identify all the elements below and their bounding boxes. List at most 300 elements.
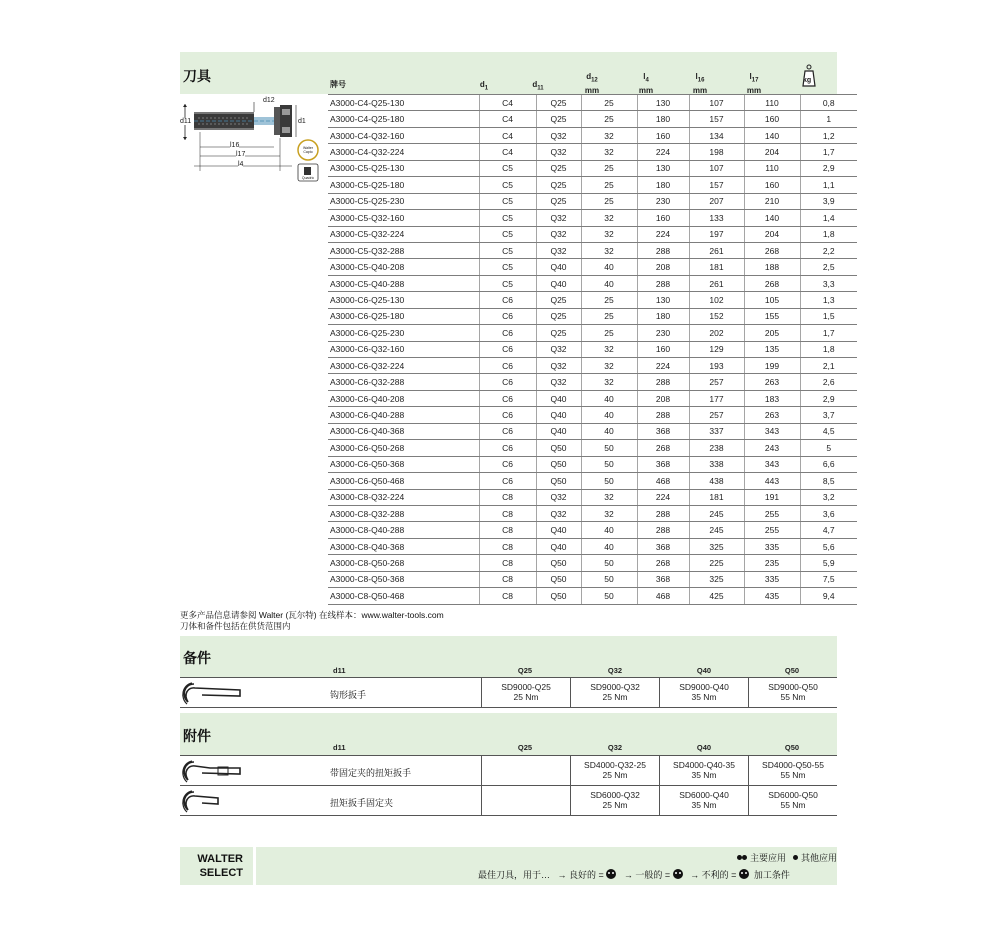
tools-table-cell: 224 [637,358,689,374]
tools-table-cell: 0,8 [800,95,857,111]
tools-table-cell: 337 [689,423,744,439]
tools-table-cell: 425 [689,588,744,604]
tools-table-cell: 2,9 [800,390,857,406]
tools-table-cell: 50 [581,571,637,587]
col-head-d11: $d_{11}$ [532,80,544,92]
tools-table-cell: 197 [689,226,744,242]
tools-table-cell: 193 [689,358,744,374]
acc-label-torque-wrench: 带固定夹的扭矩扳手 [330,768,412,778]
tools-table-cell: 368 [637,456,689,472]
tools-table-row [328,522,857,538]
tools-table-cell: 208 [637,390,689,406]
tools-table-cell: A3000-C6-Q40-288 [328,407,479,423]
tools-table-cell: 325 [689,571,744,587]
tools-table-cell: 32 [581,341,637,357]
tools-table-cell: A3000-C8-Q40-288 [328,522,479,538]
tools-table-cell: Q25 [536,177,581,193]
tools-table-cell: 210 [744,193,800,209]
tools-table-cell: Q25 [536,160,581,176]
acc-torque-cell-q50: SD4000-Q50-55 55 Nm [748,756,837,786]
d11-label: d11 [180,118,192,125]
quadric-badge: Quadric [301,176,315,180]
tools-table-cell: 40 [581,407,637,423]
tools-table-cell: Q40 [536,522,581,538]
tool-diagram [180,96,326,186]
tools-table-cell: C8 [479,489,536,505]
hook-wrench-icon [180,678,244,709]
tools-table-cell: C6 [479,292,536,308]
tools-table-cell: C6 [479,390,536,406]
tools-table-cell: C5 [479,275,536,291]
tools-table-cell: 134 [689,127,744,143]
tools-table-cell: 2,6 [800,374,857,390]
tools-table-cell: C4 [479,144,536,160]
footer-conditions: 最佳刀具，用于… → 良好的 = → 一般的 = → 不利的 = 加工条件 [478,870,790,880]
tools-table-cell: C8 [479,588,536,604]
acc-label-wrench-clamp: 扭矩扳手固定夹 [330,798,394,808]
tools-table-cell: 6,6 [800,456,857,472]
tools-table-row [328,571,857,587]
tools-table-cell: C5 [479,259,536,275]
acc-col-q50: Q50 [784,743,800,752]
tools-table-cell: A3000-C5-Q32-224 [328,226,479,242]
tools-table-cell: Q50 [536,571,581,587]
tools-table-cell: C5 [479,210,536,226]
tools-table-cell: 1 [800,111,857,127]
acc-clamp-cell-q25 [481,786,570,815]
tools-table-cell: 243 [744,440,800,456]
normal-face-icon [673,869,683,879]
tools-table-cell: 157 [689,177,744,193]
tools-table-row [328,407,857,423]
acc-row-wrench-clamp [180,786,837,816]
tools-table-cell: 130 [637,292,689,308]
tools-table-cell: 9,4 [800,588,857,604]
tools-table-cell: 235 [744,555,800,571]
spare-col-q50: Q50 [784,666,800,675]
tools-table-cell: Q50 [536,440,581,456]
d1-label: d1 [298,118,306,125]
tools-table-cell: C5 [479,226,536,242]
tools-header-band [180,52,837,94]
tools-table-row [328,390,857,406]
tools-table-cell: 224 [637,226,689,242]
tools-table-cell: 468 [637,473,689,489]
tools-table-cell: 32 [581,374,637,390]
tools-table-cell: Q32 [536,358,581,374]
tools-table-cell: 2,2 [800,242,857,258]
tools-table-cell: 3,3 [800,275,857,291]
tools-table-row [328,177,857,193]
tools-table-cell: A3000-C6-Q25-130 [328,292,479,308]
tools-table-cell: 205 [744,325,800,341]
tools-table-cell: 255 [744,505,800,521]
tools-table-cell: 468 [637,588,689,604]
tools-table-cell: 40 [581,522,637,538]
tools-table-cell: A3000-C8-Q32-224 [328,489,479,505]
tools-table-cell: 3,6 [800,505,857,521]
tools-table-cell: 40 [581,390,637,406]
tools-table-cell: Q32 [536,210,581,226]
tools-table-cell: 224 [637,489,689,505]
tools-table-cell: 140 [744,210,800,226]
tools-table-cell: 4,5 [800,423,857,439]
tools-table-cell: 261 [689,275,744,291]
spare-label-hook-wrench: 钩形扳手 [330,690,367,700]
tools-table-cell: Q40 [536,423,581,439]
tools-table-row [328,505,857,521]
acc-torque-cell-q40: SD4000-Q40-35 35 Nm [659,756,748,786]
tools-table-row [328,588,857,604]
tools-table-cell: Q40 [536,275,581,291]
tools-table-cell: Q32 [536,489,581,505]
tools-table-cell: 188 [744,259,800,275]
tools-table-cell: A3000-C5-Q25-230 [328,193,479,209]
acc-clamp-cell-q50: SD6000-Q50 55 Nm [748,786,837,815]
tools-table-cell: 2,9 [800,160,857,176]
tools-table-cell: A3000-C6-Q50-268 [328,440,479,456]
tools-table-cell: A3000-C6-Q32-160 [328,341,479,357]
tools-table-cell: A3000-C5-Q32-288 [328,242,479,258]
tools-table-cell: 152 [689,308,744,324]
tools-table-cell: Q40 [536,538,581,554]
tools-table-cell: C6 [479,423,536,439]
tools-table-cell: 435 [744,588,800,604]
tools-table-cell: 180 [637,177,689,193]
tools-table-row [328,193,857,209]
tools-table-cell: 288 [637,242,689,258]
tools-table-cell: 443 [744,473,800,489]
col-head-d1: $d_1$ [479,80,489,92]
tools-table-cell: Q32 [536,144,581,160]
tools-table-cell: 155 [744,308,800,324]
tools-table-cell: 160 [744,111,800,127]
tools-table-cell: 40 [581,275,637,291]
tools-table-cell: A3000-C8-Q50-468 [328,588,479,604]
tools-table-cell: Q50 [536,588,581,604]
col-head-l17: $l_{17}$ mm [746,72,762,95]
tools-table-cell: C5 [479,160,536,176]
tools-table-cell: A3000-C6-Q40-368 [328,423,479,439]
tools-table-cell: 160 [744,177,800,193]
note-scope-of-delivery: 刀体和备件包括在供货范围内 [180,621,291,631]
tools-table-cell: 245 [689,522,744,538]
spare-parts-title: 备件 [183,650,211,666]
tools-table-cell: 225 [689,555,744,571]
tools-table-cell: C8 [479,555,536,571]
tools-table-cell: 1,2 [800,127,857,143]
tools-table-cell: A3000-C5-Q25-130 [328,160,479,176]
tools-table-cell: 133 [689,210,744,226]
tools-table-cell: A3000-C6-Q50-368 [328,456,479,472]
tools-table-cell: 7,5 [800,571,857,587]
tools-table-cell: 5,9 [800,555,857,571]
tools-table-cell: C6 [479,374,536,390]
tools-table-row [328,127,857,143]
tools-table-cell: 160 [637,341,689,357]
acc-clamp-cell-q40: SD6000-Q40 35 Nm [659,786,748,815]
tools-table-cell: A3000-C5-Q32-160 [328,210,479,226]
tools-table-cell: 160 [637,210,689,226]
tools-table-cell: 5,6 [800,538,857,554]
tools-table-cell: A3000-C4-Q25-130 [328,95,479,111]
tools-table-cell: Q32 [536,242,581,258]
tools-table-cell: 207 [689,193,744,209]
tools-table-cell: 257 [689,374,744,390]
tools-table-cell: A3000-C6-Q50-468 [328,473,479,489]
tools-table-cell: Q25 [536,111,581,127]
tools-table-row [328,374,857,390]
tools-table-cell: Q50 [536,555,581,571]
tools-table-cell: 268 [637,555,689,571]
tools-table-row [328,489,857,505]
tools-table-cell: 50 [581,555,637,571]
tools-table-cell: 2,1 [800,358,857,374]
weight-icon: kg [800,64,818,90]
tools-table-cell: A3000-C5-Q40-208 [328,259,479,275]
tools-table-cell: 1,4 [800,210,857,226]
tools-table-cell: 25 [581,292,637,308]
tools-table-row [328,226,857,242]
tools-table-cell: 181 [689,489,744,505]
tools-table-row [328,456,857,472]
tools-table-cell: C8 [479,505,536,521]
tools-table-cell: C6 [479,341,536,357]
tools-table-cell: C4 [479,127,536,143]
tools-table-cell: Q25 [536,308,581,324]
tools-table-cell: 50 [581,456,637,472]
spare-cell-q25: SD9000-Q25 25 Nm [481,678,570,708]
tools-table-cell: 288 [637,522,689,538]
tools-table-cell: Q32 [536,505,581,521]
tools-table-cell: Q32 [536,127,581,143]
tools-table-cell: 140 [744,127,800,143]
tools-table-cell: 32 [581,226,637,242]
tools-table-row [328,210,857,226]
tools-table-cell: A3000-C6-Q25-230 [328,325,479,341]
note-online-catalog: 更多产品信息请参阅 Walter (瓦尔特) 在线样本：www.walter-tools.com [180,610,444,620]
tools-table-cell: 3,2 [800,489,857,505]
tools-table-row [328,95,857,111]
tools-table-cell: Q25 [536,95,581,111]
tools-table-cell: 177 [689,390,744,406]
tools-table-cell: 230 [637,325,689,341]
tools-table-cell: 50 [581,440,637,456]
tools-table-cell: A3000-C8-Q50-268 [328,555,479,571]
tools-table-row [328,555,857,571]
spare-cell-q32: SD9000-Q32 25 Nm [570,678,659,708]
col-head-code: 牌号 [330,80,346,89]
tools-table-cell: A3000-C4-Q32-224 [328,144,479,160]
acc-col-q40: Q40 [696,743,712,752]
tools-table-cell: 135 [744,341,800,357]
tools-table-cell: 268 [744,242,800,258]
tools-table-cell: C6 [479,440,536,456]
col-head-l16: $l_{16}$ mm [692,72,708,95]
tools-table-cell: 204 [744,144,800,160]
d12-label: d12 [263,97,275,104]
tools-table-cell: 32 [581,127,637,143]
tools-table-cell: 40 [581,259,637,275]
tools-table-cell: C4 [479,111,536,127]
tools-table-cell: 3,7 [800,407,857,423]
tools-table-cell: 288 [637,407,689,423]
tools-table-cell: C8 [479,522,536,538]
tools-table-cell: 343 [744,456,800,472]
tools-table-cell: C8 [479,538,536,554]
spare-cell-q50: SD9000-Q50 55 Nm [748,678,837,708]
tools-table-row [328,341,857,357]
acc-torque-cell-q32: SD4000-Q32-25 25 Nm [570,756,659,786]
tools-table-cell: 199 [744,358,800,374]
tools-table-cell: 1,7 [800,144,857,160]
tools-table-cell: 1,8 [800,226,857,242]
tools-table-cell: 25 [581,325,637,341]
tools-table-cell: 102 [689,292,744,308]
tools-table-cell: Q32 [536,226,581,242]
tools-table-cell: 202 [689,325,744,341]
tools-table-row [328,242,857,258]
tools-table-cell: 25 [581,193,637,209]
tools-table-cell: 180 [637,308,689,324]
tools-table-cell: 32 [581,144,637,160]
tools-table-cell: 255 [744,522,800,538]
tools-table-cell: 50 [581,473,637,489]
tools-table-cell: 181 [689,259,744,275]
tools-table-cell: C5 [479,193,536,209]
tools-table-cell: 5 [800,440,857,456]
tools-table-cell: Q25 [536,292,581,308]
tools-table-cell: C4 [479,95,536,111]
l16-label: l16 [230,142,240,149]
tools-table-cell: 105 [744,292,800,308]
dot-icon [742,855,747,860]
tools-table-row [328,308,857,324]
tools-table-cell: 288 [637,275,689,291]
wrench-clamp-icon [180,786,244,816]
tools-table-cell: Q50 [536,456,581,472]
tools-table-cell: 261 [689,242,744,258]
tools-table-cell: A3000-C8-Q50-368 [328,571,479,587]
tools-table-cell: Q50 [536,473,581,489]
tools-table-cell: 288 [637,505,689,521]
tools-table-cell: C6 [479,456,536,472]
acc-torque-cell-q25 [481,756,570,786]
tools-table-row [328,160,857,176]
tools-table-cell: 325 [689,538,744,554]
tools-table-row [328,275,857,291]
tools-table-cell: 4,7 [800,522,857,538]
tools-table-row [328,144,857,160]
tools-table-cell: 107 [689,95,744,111]
l17-label: l17 [236,151,246,158]
tools-table-cell: 335 [744,538,800,554]
tools-table-cell: A3000-C6-Q32-224 [328,358,479,374]
tools-table-cell: C6 [479,358,536,374]
spare-col-q40: Q40 [696,666,712,675]
tools-table-row [328,292,857,308]
acc-col-q25: Q25 [517,743,533,752]
accessories-title: 附件 [183,728,211,744]
tools-table-cell: 1,1 [800,177,857,193]
tools-table-cell: Q40 [536,259,581,275]
tools-table-cell: 268 [637,440,689,456]
tools-table-cell: A3000-C6-Q32-288 [328,374,479,390]
tools-table-cell: 110 [744,160,800,176]
tools-table-cell: 204 [744,226,800,242]
tools-table-cell: 130 [637,95,689,111]
tools-table-cell: C5 [479,242,536,258]
tools-table-row [328,473,857,489]
tools-table-cell: C6 [479,473,536,489]
tools-table-row [328,325,857,341]
tools-table-cell: 8,5 [800,473,857,489]
tools-table-cell: A3000-C4-Q25-180 [328,111,479,127]
col-head-l4: $l_4$ mm [638,72,654,95]
acc-row-torque-wrench [180,755,837,786]
col-head-d12: $d_{12}$ mm [584,72,600,95]
tools-table-cell: 268 [744,275,800,291]
tools-table-row [328,259,857,275]
tools-table-cell: 25 [581,177,637,193]
tools-table-cell: 25 [581,160,637,176]
tools-table-cell: A3000-C8-Q40-368 [328,538,479,554]
tools-table-row [328,440,857,456]
tools-table-cell: 288 [637,374,689,390]
tools-table-cell: A3000-C4-Q32-160 [328,127,479,143]
tools-table-row [328,358,857,374]
spare-cell-q40: SD9000-Q40 35 Nm [659,678,748,708]
tools-table-cell: Q32 [536,341,581,357]
tools-table-row [328,423,857,439]
tools-table-row [328,538,857,554]
tools-table-cell: A3000-C6-Q40-208 [328,390,479,406]
tools-table-cell: 32 [581,210,637,226]
tools-table-cell: 129 [689,341,744,357]
spare-d11-label: d11 [333,666,346,675]
acc-d11-label: d11 [333,743,346,752]
tools-table-cell: 257 [689,407,744,423]
acc-col-q32: Q32 [607,743,623,752]
tools-table-cell: 238 [689,440,744,456]
tools-table-cell: C8 [479,571,536,587]
spare-row-hook-wrench [180,677,837,708]
tools-table-cell: 130 [637,160,689,176]
tools-table-cell: C6 [479,407,536,423]
tools-table-cell: 25 [581,308,637,324]
tools-table-cell: 40 [581,423,637,439]
tools-table-cell: 25 [581,95,637,111]
tools-table-cell: 368 [637,423,689,439]
tools-table-cell: 343 [744,423,800,439]
tools-table-cell: Q40 [536,407,581,423]
tools-table-cell: A3000-C6-Q25-180 [328,308,479,324]
tools-table-cell: 245 [689,505,744,521]
tools-table-cell: A3000-C5-Q25-180 [328,177,479,193]
tools-table-cell: 1,5 [800,308,857,324]
tools-table-cell: 1,7 [800,325,857,341]
l4-label: l4 [238,161,244,168]
tools-table-cell: Q40 [536,390,581,406]
torque-wrench-icon [180,756,244,787]
tools-table-cell: 32 [581,358,637,374]
tools-table [328,94,857,605]
tools-table-cell: 160 [637,127,689,143]
tools-table-cell: 183 [744,390,800,406]
tools-table-cell: 25 [581,111,637,127]
tools-table-cell: 208 [637,259,689,275]
tools-table-cell: 438 [689,473,744,489]
